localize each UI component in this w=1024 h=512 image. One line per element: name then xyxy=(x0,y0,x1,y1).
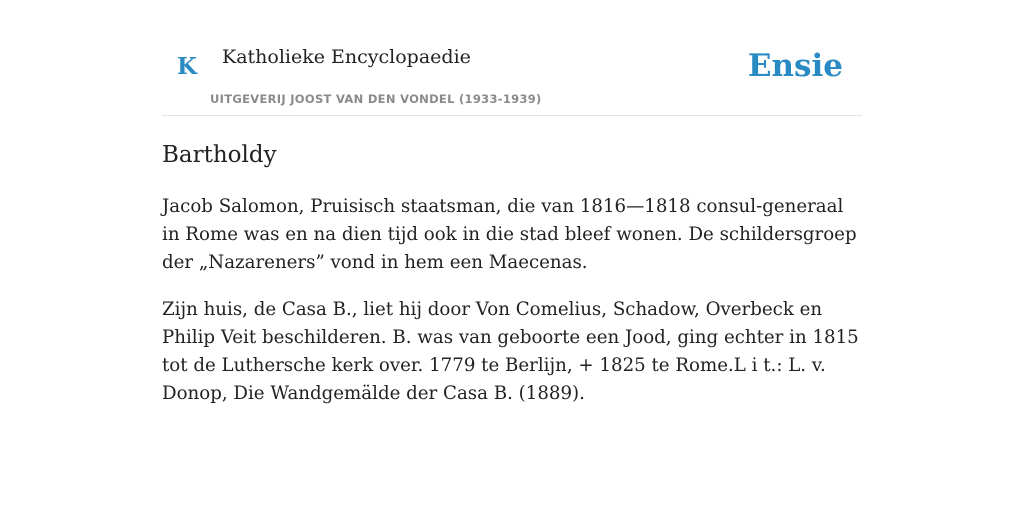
encyclopedia-title-link[interactable]: Katholieke Encyclopaedie xyxy=(222,46,471,68)
article-paragraph-1: Jacob Salomon, Pruisisch staatsman, die van 1816—1818 consul-generaal in Rome was en na dien tijd ook in die stad bleef wonen. De schildersgroep der „Nazareners” vond in hem een Maecenas. xyxy=(162,196,857,273)
page-container xyxy=(162,0,862,408)
encyclopedia-logo-icon[interactable]: K xyxy=(177,53,197,80)
publisher-subtitle: UITGEVERIJ JOOST VAN DEN VONDEL (1933-1939) xyxy=(210,92,542,106)
site-header xyxy=(162,0,862,116)
article-title: Bartholdy xyxy=(162,142,277,168)
article-paragraph-2: Zijn huis, de Casa B., liet hij door Von Comelius, Schadow, Overbeck en Philip Veit beschilderen. B. was van geboorte een Jood, ging echter in 1815 tot de Luthersche kerk over. 1779 te Berlijn, + 1825 te Rome.L i t.: L. v. Donop, Die Wandgemälde der Casa B. (1889). xyxy=(162,299,859,404)
ensie-brand-logo[interactable]: Ensie xyxy=(747,48,843,84)
